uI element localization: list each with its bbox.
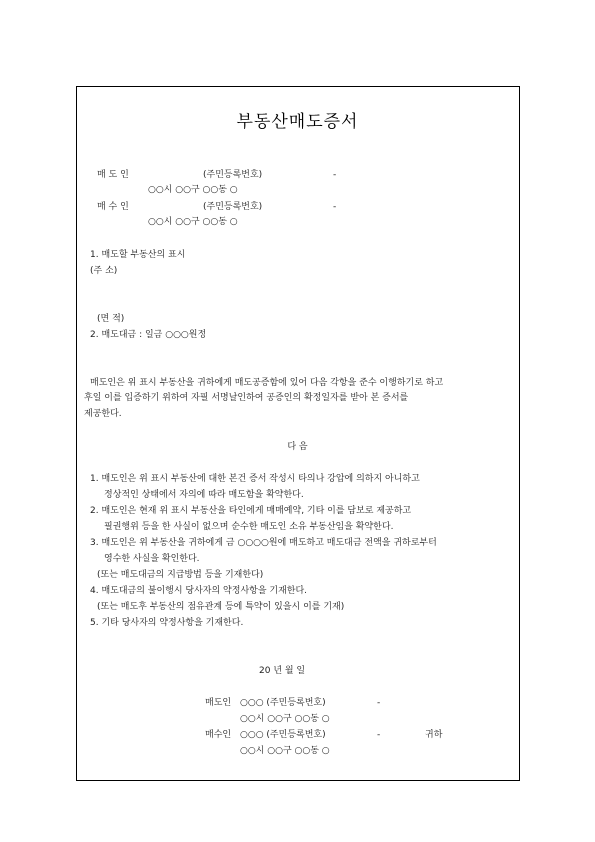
term-2-line-1: 2. 매도인은 현재 위 표시 부동산을 타인에게 매매예약, 기타 이를 담보로 제공하고 — [90, 506, 412, 516]
term-1-line-1: 1. 매도인은 위 표시 부동산에 대한 본건 증서 작성시 타의나 강압에 의하지 아니하고 — [90, 474, 420, 484]
item-area-label: (면 적) — [97, 314, 125, 324]
term-5: 5. 기타 당사자의 약정사항을 기재한다. — [90, 618, 244, 628]
buyer-label: 매 수 인 — [97, 202, 129, 212]
item-2-price: 2. 매도대금 : 일금 ○○○원정 — [90, 330, 207, 340]
body-line-1: 매도인은 위 표시 부동산을 귀하에게 매도공증함에 있어 다음 각항을 준수 이행하기로 하고 — [90, 378, 444, 388]
signature-buyer-address: ○○시 ○○구 ○○동 ○ — [240, 746, 330, 756]
term-3-line-2: 영수한 사실을 확인한다. — [104, 554, 200, 564]
signature-seller-label: 매도인 — [205, 698, 232, 708]
term-1-line-2: 정상적인 상태에서 자의에 따라 매도함을 확약한다. — [104, 490, 304, 500]
signature-buyer-label: 매수인 — [205, 730, 232, 740]
signature-honorific: 귀하 — [425, 730, 443, 740]
seller-id-dash: - — [333, 170, 337, 180]
term-3-note: (또는 매도대금의 지급방법 등을 기재한다) — [97, 570, 264, 580]
signature-seller-dash: - — [377, 698, 381, 708]
seller-label: 매 도 인 — [97, 170, 129, 180]
seller-id-label: (주민등록번호) — [203, 170, 263, 180]
signature-seller-name: ○○○ (주민등록번호) — [240, 698, 326, 708]
term-3-line-1: 3. 매도인은 위 부동산을 귀하에게 금 ○○○○원에 매도하고 매도대금 전액을 귀하로부터 — [90, 538, 437, 548]
section-heading: 다 음 — [287, 442, 308, 452]
term-4-note: (또는 매도후 부동산의 점유관계 등에 특약이 있을시 이를 기재) — [97, 602, 345, 612]
body-line-3: 제공한다. — [84, 409, 122, 419]
signature-buyer-name: ○○○ (주민등록번호) — [240, 730, 326, 740]
item-address-label: (주 소) — [90, 266, 118, 276]
term-2-line-2: 필권행위 등을 한 사실이 없으며 순수한 매도인 소유 부동산임을 확약한다. — [104, 522, 394, 532]
document-date: 20 년 월 일 — [259, 666, 306, 676]
term-4-line-1: 4. 매도대금의 불이행시 당사자의 약정사항을 기재한다. — [90, 586, 308, 596]
buyer-id-dash: - — [333, 202, 337, 212]
body-line-2: 후일 이를 입증하기 위하여 자필 서명날인하여 공증인의 확정일자를 받아 본 증서를 — [84, 393, 409, 403]
buyer-address: ○○시 ○○구 ○○동 ○ — [148, 217, 238, 227]
signature-buyer-dash: - — [377, 730, 381, 740]
seller-address: ○○시 ○○구 ○○동 ○ — [148, 185, 238, 195]
document-title: 부동산매도증서 — [236, 112, 359, 132]
buyer-id-label: (주민등록번호) — [203, 202, 263, 212]
item-1-property: 1. 매도할 부동산의 표시 — [90, 250, 186, 260]
signature-seller-address: ○○시 ○○구 ○○동 ○ — [240, 714, 330, 724]
